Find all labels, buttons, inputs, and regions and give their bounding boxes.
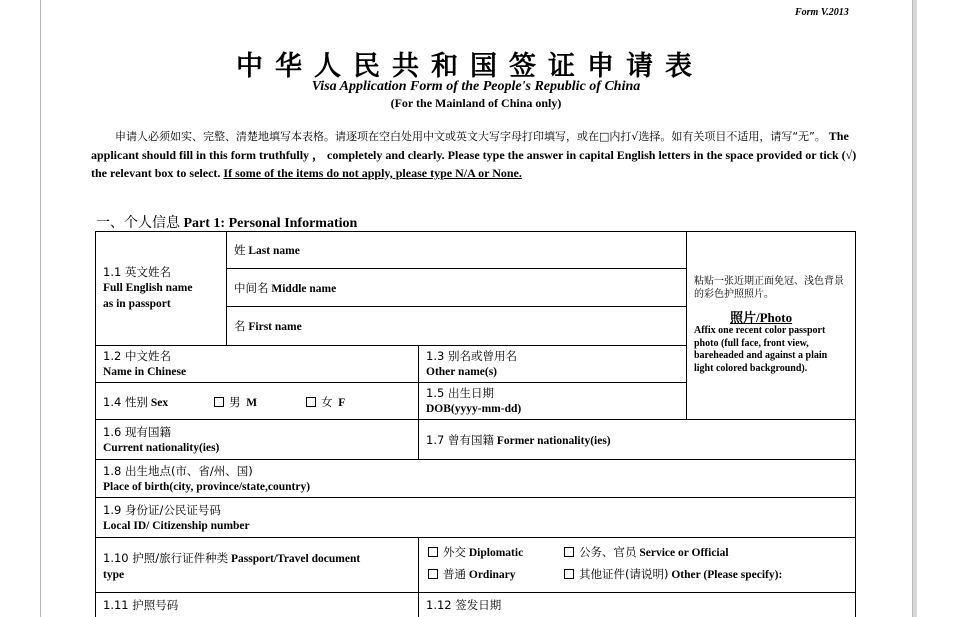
instructions-na-note: If some of the items do not apply, please type N/A or None. <box>223 166 522 180</box>
form-version: Form V.2013 <box>795 7 849 18</box>
current-nationality-field[interactable]: 1.6 现有国籍 Current nationality(ies) <box>103 425 220 454</box>
table-line <box>226 231 227 345</box>
table-line <box>95 382 686 383</box>
dob-field[interactable]: 1.5 出生日期 DOB(yyyy-mm-dd) <box>426 386 522 415</box>
photo-title: 照片/Photo <box>730 310 793 325</box>
checkbox-icon <box>306 397 316 407</box>
checkbox-icon <box>564 547 574 557</box>
table-line <box>686 231 687 419</box>
table-line <box>418 537 419 617</box>
middle-name-field[interactable]: 中间名 Middle name <box>234 281 337 295</box>
photo-instruction-cn: 粘贴一张近期正面免冠、浅色背景的彩色护照照片。 <box>694 276 844 300</box>
table-line <box>418 345 419 460</box>
sex-male-checkbox[interactable]: 男 M <box>214 394 257 411</box>
section-title-en: Part 1: Personal Information <box>183 216 358 231</box>
document-type-label: 1.10 护照/旅行证件种类 Passport/Travel document type <box>103 551 361 581</box>
instructions-en: The applicant should fill in this form truthfully ， completely and clearly. Please type the answer in capital English letters in the space provided or tick (√) the relevant box to select. <box>91 129 857 180</box>
table-line <box>95 231 96 617</box>
table-line <box>95 231 856 232</box>
table-line <box>95 497 856 498</box>
page-title-en: Visa Application Form of the People's Republic of China <box>311 79 641 94</box>
field-1-1-label: 1.1 英文姓名 Full English name as in passport <box>103 265 193 310</box>
last-name-field[interactable]: 姓 Last name <box>234 243 300 257</box>
issue-date-field[interactable]: 1.12 签发日期 <box>426 598 502 612</box>
checkbox-icon <box>428 569 438 579</box>
section-title <box>96 212 357 232</box>
checkbox-icon <box>214 397 224 407</box>
section-title-cn: 一、个人信息 <box>96 215 180 231</box>
table-line <box>95 345 686 346</box>
checkbox-icon <box>428 547 438 557</box>
table-line <box>95 419 856 420</box>
doc-ordinary-checkbox[interactable]: 普通 Ordinary <box>428 566 516 583</box>
table-line <box>95 592 856 593</box>
doc-other-checkbox[interactable]: 其他证件(请说明) Other (Please specify): <box>564 566 782 583</box>
checkbox-icon <box>564 569 574 579</box>
instructions-cn: 申请人必须如实、完整、清楚地填写本表格。请逐项在空白处用中文或英文大写字母打印填写，或在□内打√选择。如有关项目不适用，请写“无”。 <box>115 130 826 143</box>
chinese-name-field[interactable]: 1.2 中文姓名 Name in Chinese <box>103 349 187 378</box>
sex-label: 1.4 性别 Sex <box>103 395 169 409</box>
sex-female-checkbox[interactable]: 女 F <box>306 394 345 411</box>
doc-diplomatic-checkbox[interactable]: 外交 Diplomatic <box>428 544 523 561</box>
page-title-cn: 中华人民共和国签证申请表 <box>236 51 704 82</box>
table-line <box>95 459 856 460</box>
local-id-field[interactable]: 1.9 身份证/公民证号码 Local ID/ Citizenship number <box>103 503 250 532</box>
former-nationality-field[interactable]: 1.7 曾有国籍 Former nationality(ies) <box>426 433 611 447</box>
page-subtitle: (For the Mainland of China only) <box>390 96 562 110</box>
photo-instruction-en: Affix one recent color passport photo (full face, front view, bareheaded and against a plain light colored background). <box>694 325 828 374</box>
doc-service-checkbox[interactable]: 公务、官员 Service or Official <box>564 544 729 561</box>
other-names-field[interactable]: 1.3 别名或曾用名 Other name(s) <box>426 349 517 378</box>
table-line <box>226 306 686 307</box>
place-of-birth-field[interactable]: 1.8 出生地点(市、省/州、国) Place of birth(city, province/state,country) <box>103 464 311 493</box>
first-name-field[interactable]: 名 First name <box>234 319 302 333</box>
passport-number-field[interactable]: 1.11 护照号码 <box>103 598 179 612</box>
instructions <box>91 127 863 182</box>
table-line <box>855 231 856 617</box>
table-line <box>95 537 856 538</box>
table-line <box>226 268 686 269</box>
